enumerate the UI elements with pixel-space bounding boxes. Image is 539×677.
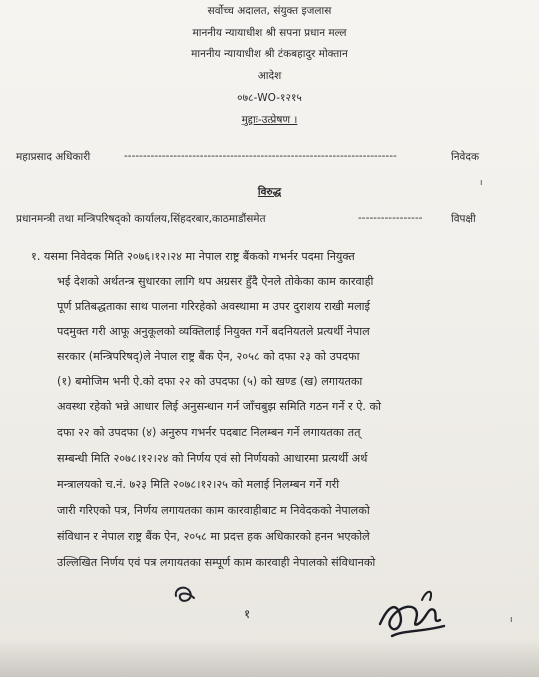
petitioner-role: निवेदक <box>451 151 480 163</box>
body-line: संविधान र नेपाल राष्ट्र बैंक ऐन, २०५८ मा प्रदत्त हक अधिकारको हनन भएकोले <box>57 530 370 543</box>
petitioner-dashes: ------------------------------------------------------------------------ <box>124 150 397 162</box>
case-number: ०७८-WO-१२१५ <box>237 92 302 104</box>
page-number: १ <box>244 607 251 621</box>
order-title: आदेश <box>257 70 282 82</box>
subject: मुद्दाः-उत्प्रेषण । <box>241 114 298 126</box>
margin-mark: ı <box>480 178 483 188</box>
judge-2: माननीय न्यायाधीश श्री टंकबहादुर मोक्तान <box>191 48 348 60</box>
margin-mark: ı <box>510 615 513 625</box>
body-line: जारी गरिएको पत्र, निर्णय लगायतका काम कारवाहीबाट म निवेदकको नेपालको <box>57 504 370 517</box>
body-line: १. यसमा निवेदक मिति २०७६।१२।२४ मा नेपाल राष्ट्र बैंकको गभर्नर पदमा नियुक्त <box>31 250 355 263</box>
respondent-name: प्रधानमन्त्री तथा मन्त्रिपरिषद्को कार्यालय,सिंहदरबार,काठमाडौंसमेत <box>16 213 266 225</box>
body-line: सम्बन्धी मिति २०७८।१२।२४ को निर्णय एवं सो निर्णयको आधारमा प्रत्यर्थी अर्थ <box>57 452 368 465</box>
body-line: मन्त्रालयको च.नं. ७२३ मिति २०७८।१२।२५ को मलाई निलम्बन गर्ने गरी <box>57 478 340 491</box>
respondent-role: विपक्षी <box>451 213 476 225</box>
body-line: दफा २२ को उपदफा (४) अनुरुप गभर्नर पदबाट निलम्बन गर्ने लगायतका तत् <box>57 426 361 439</box>
judge-1: माननीय न्यायाधीश श्री सपना प्रधान मल्ल <box>192 27 347 39</box>
body-line: सरकार (मन्त्रिपरिषद्)ले नेपाल राष्ट्र बैंक ऐन, २०५८ को दफा २३ को उपदफा <box>57 350 360 363</box>
petitioner-name: महाप्रसाद अधिकारी <box>16 151 91 163</box>
versus-heading: विरुद्ध <box>257 186 282 198</box>
pen-mark <box>170 582 200 608</box>
body-line: पूर्ण प्रतिबद्धताका साथ पालना गरिरहेको अवस्थामा म उपर दुराशय राखी मलाई <box>57 300 371 313</box>
body-line: अवस्था रहेको भन्ने आधार लिई अनुसन्धान गर्न जाँचबुझ समिति गठन गर्ने र ऐ. को <box>57 400 381 413</box>
body-line: भई देशको अर्थतन्त्र सुधारका लागि थप अग्रसर हुँदै ऐनले तोकेका काम कारवाही <box>57 275 374 288</box>
respondent-dashes: ----------------- <box>358 212 423 224</box>
court-name: सर्वोच्च अदालत, संयुक्त इजलास <box>207 5 332 17</box>
page-shadow <box>0 640 539 677</box>
body-line: पदमुक्त गरी आफू अनुकूलको व्यक्तिलाई नियुक्त गर्ने बदनियतले प्रत्यर्थी नेपाल <box>57 325 370 338</box>
body-line: (१) बमोजिम भनी ऐ.को दफा २२ को उपदफा (५) को खण्ड (ख) लगायतका <box>57 375 363 388</box>
signature <box>374 584 454 646</box>
body-line: उल्लिखित निर्णय एवं पत्र लगायतका सम्पूर्ण काम कारवाही नेपालको संविधानको <box>57 556 376 569</box>
